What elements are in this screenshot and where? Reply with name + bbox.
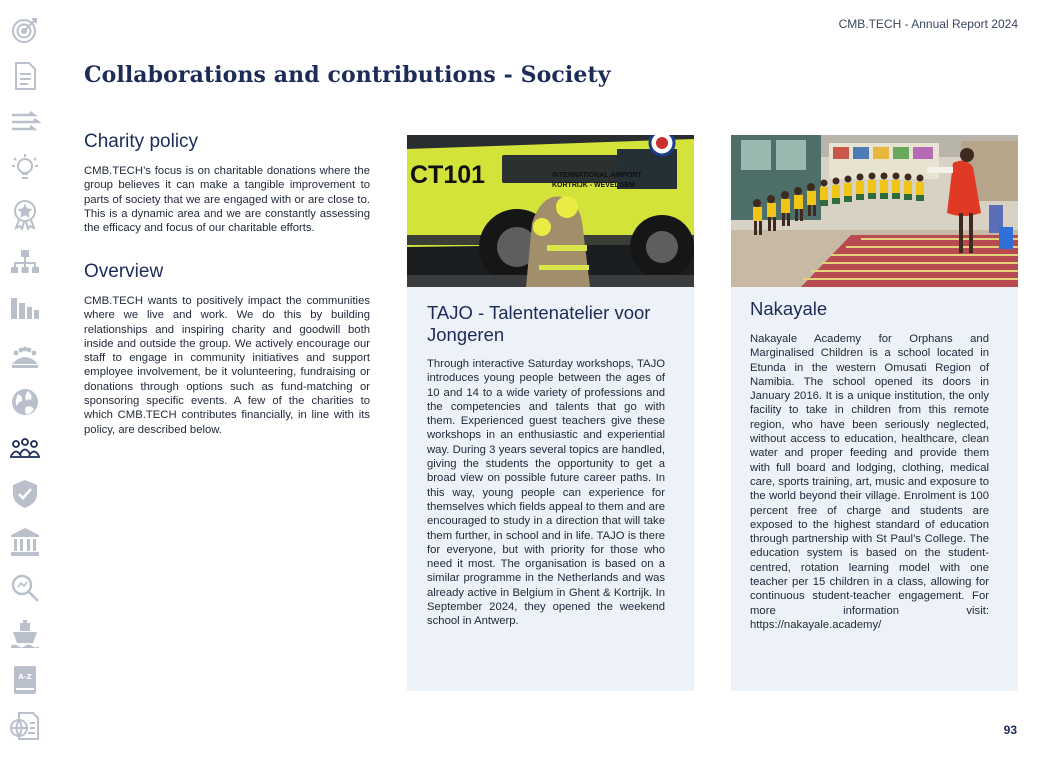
truck-text-1: INTERNATIONAL AIRPORT [552, 172, 642, 179]
org-chart-icon[interactable] [9, 246, 41, 278]
overview-text: CMB.TECH wants to positively impact the communities where we live and work. We do this by building relationships and inspiring charity and goodwill both inside and outside the group. We actively encourage our staff to engage in community initiatives and support employee involvement, be it volunteering, fundraising or donations through options such as fund-matching or sponsoring specific events. A few of the charities to which CMB.TECH contributes financially, in line with its policy, are described below. [84, 295, 370, 436]
truck-code: CT101 [410, 161, 486, 189]
web-document-icon[interactable] [9, 710, 41, 742]
award-icon[interactable] [9, 198, 41, 230]
lightbulb-icon[interactable] [9, 152, 41, 184]
nakayale-text: Nakayale Academy for Orphans and Marginalised Children is a school located in Etunda in the western Omusati Region of Namibia. The school opened its doors in January 2016. It is a unique institution, the only facility to take in children from this remote region, who have been seriously neglected, without access to education, healthcare, clean water and proper feeding and provide them with full board and lodging, clothing, medical care, sports training, art, music and exposure to the world beyond their village. Enrolment is 100 percent free of charge and students are exposed to the highest standard of education through partnership with St Paul’s College. The education system is based on the student-centred, rotation learning model with one teacher per 15 children in a class, allowing for continuous student-teacher engagement. For more information visit: https://nakayale.academy/ [750, 333, 989, 631]
bank-icon[interactable] [9, 526, 41, 558]
sidebar-nav [0, 0, 50, 764]
tajo-photo [407, 135, 694, 287]
shield-check-icon[interactable] [9, 478, 41, 510]
page-title: Collaborations and contributions - Society [84, 62, 611, 88]
nakayale-card [731, 135, 1018, 691]
charity-policy-text: CMB.TECH’s focus is on charitable donations where the group believes it can make a tangible improvement to parts of society that we are engaged with or are close to. This is a dynamic area and we are constantly assessing the efficacy and focus of our charitable efforts. [84, 165, 370, 235]
nakayale-title: Nakayale [750, 298, 828, 319]
crown-icon[interactable] [9, 340, 41, 372]
people-icon[interactable] [9, 432, 41, 464]
ship-icon[interactable] [9, 618, 41, 650]
page-number: 93 [1003, 723, 1017, 737]
overview-heading: Overview [84, 261, 164, 282]
a-z-book-icon[interactable] [9, 664, 41, 696]
magnifier-icon[interactable] [9, 572, 41, 604]
arrows-icon[interactable] [9, 106, 41, 138]
tajo-card [407, 135, 694, 691]
globe-icon[interactable] [9, 386, 41, 418]
bar-chart-icon[interactable] [9, 292, 41, 324]
a-z-label: A-Z [18, 673, 32, 681]
tajo-title: TAJO - Talentenatelier voor Jongeren [427, 302, 651, 345]
target-icon[interactable] [9, 14, 41, 46]
nakayale-photo [731, 135, 1018, 287]
document-icon[interactable] [9, 60, 41, 92]
truck-text-2: KORTRIJK - WEVELGEM [552, 182, 635, 189]
charity-policy-heading: Charity policy [84, 131, 199, 152]
report-header: CMB.TECH - Annual Report 2024 [838, 17, 1018, 31]
tajo-text: Through interactive Saturday workshops, TAJO introduces young people between the ages of 10 and 14 to a wide variety of professions and the competencies and talents that go with them. Experienced guest teachers give these workshops in an enthusiastic and experiential way. During 3 years several topics are handled, giving the students the opportunity to get a broad view on possible future career paths. In this way, young people can experience for themselves which fields appeal to them and are encouraged to study in a direction that will take them further, in school and in life. TAJO is there for everyone, but with priority for those who need it most. The organisation is based on a similar programme in the Netherlands and was already active in Belgium in Ghent & Kortrijk. In September 2024, they opened the weekend school in Antwerp. [427, 358, 665, 628]
